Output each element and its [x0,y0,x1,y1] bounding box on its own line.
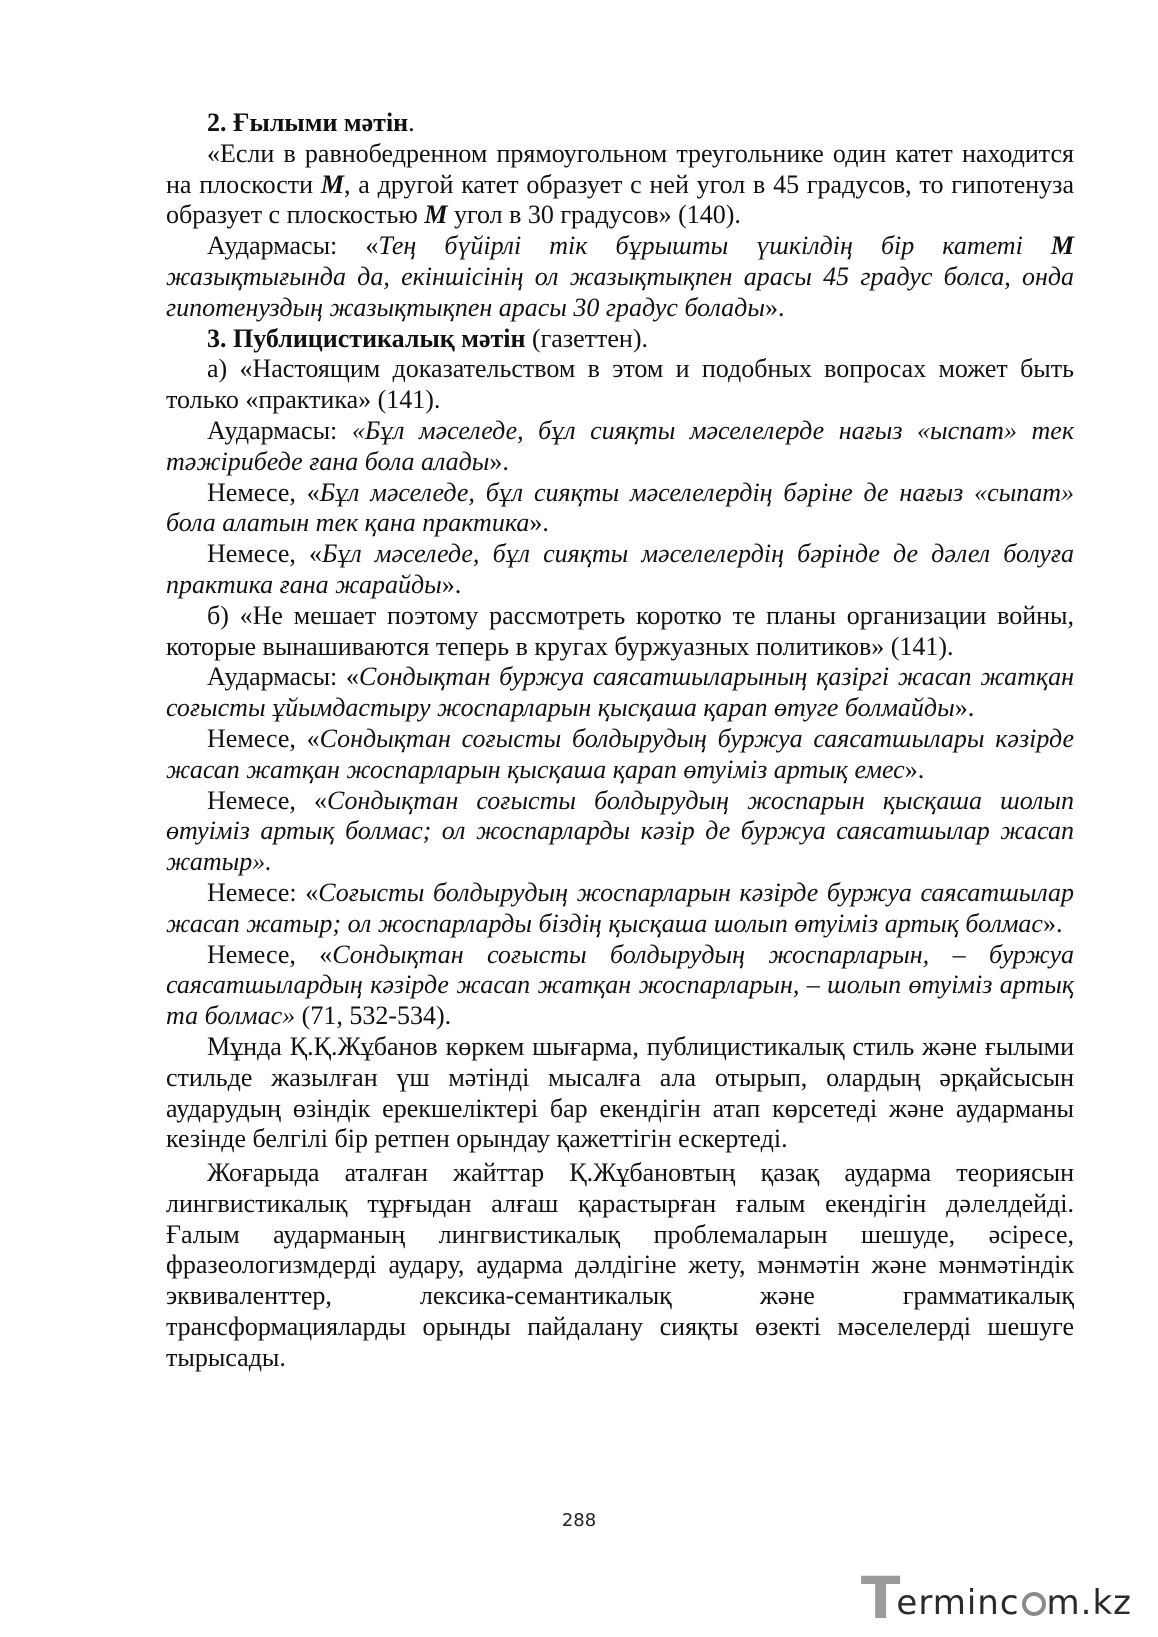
paragraph-variant: Немесе, «Бұл мәселеде, бұл сияқты мәселелердің бәрінде де дәлел болуға практика ғана жарайды». [166,539,1074,599]
paragraph-translation: Аудармасы: «Сондықтан буржуа саясатшыларының қазіргі жасап жатқан соғысты ұйымдастыру жоспарларын қысқаша қарап өтуге болмайды». [166,662,1074,723]
paragraph-translation: Аудармасы: «Тең бүйірлі тік бұрышты үшкілдің бір катеті M жазықтығында да, екіншісінің ол жазықтықпен арасы 45 градус болса, онда гипотенуздың жазықтықпен арасы 30 градус болады». [166,231,1074,322]
paragraph-commentary: Мұнда Қ.Қ.Жұбанов көркем шығарма, публицистикалық стиль және ғылыми стильде жазылған үш мәтінді мысалға ала отырып, олардың әрқайсысын аударудың өзіндік ерекшеліктері бар екендігін атап көрсетеді және аударманы кезінде белгілі бір ретпен орындау қажеттігін ескертеді. [166,1031,1074,1154]
heading-number: 2. [207,108,227,137]
logo-ring-icon [1022,1592,1046,1616]
section-heading-2: 2. Ғылыми мәтін. [207,108,415,137]
site-logo: T erminc m.kz [860,1564,1132,1632]
heading-title: 3. Публицистикалық мәтін [207,323,526,353]
section-heading-3: 3. Публицистикалық мәтін (газеттен). [207,323,648,353]
logo-t-glyph: T [860,1564,901,1632]
paragraph-variant: Немесе, «Бұл мәселеде, бұл сияқты мәселелердің бәріне де нағыз «сыпат» бола алатын тек қана практика». [166,477,1074,538]
body-text [166,108,1074,1374]
paragraph-conclusion: Жоғарыда аталған жайттар Қ.Жұбановтың қазақ аударма теориясын лингвистикалық тұрғыдан алғаш қарастырған ғалым екендігін дәлелдейді. Ғалым аударманың лингвистикалық проблемаларын шешуде, әсіресе, фразеологизмдерді аудару, аударма дәлдігіне жету, мәнмәтін және мәнмәтіндік эквиваленттер, лексика-семантикалық және грамматикалық трансформацияларды орынды пайдалану сияқты өзекті мәселелерді шешуге тырысады. [166,1158,1074,1372]
paragraph-variant: Немесе: «Соғысты болдырудың жоспарларын кәзірде буржуа саясатшылар жасап жатыр; ол жоспарларды біздің қысқаша шолып өтуіміз артық болмас». [166,877,1075,938]
paragraph-variant: Немесе, «Сондықтан соғысты болдырудың жоспарын қысқаша шолып өтуіміз артық болмас; ол жоспарларды кәзір де буржуа саясатшылар жасап жатыр». [166,785,1074,877]
heading-title: Ғылыми мәтін [233,108,409,137]
paragraph-russian-source: а) «Настоящим доказательством в этом и подобных вопросах может быть только «практика» (141). [166,354,1074,415]
paragraph-russian-source: б) «Не мешает поэтому рассмотреть коротко те планы организации войны, которые вынашиваются теперь в кругах буржуазных политиков» (141). [166,600,1074,661]
paragraph-variant: Немесе, «Сондықтан соғысты болдырудың буржуа саясатшылары кәзірде жасап жатқан жоспарларын қысқаша қарап өтуіміз артық емес». [166,723,1074,784]
page-number: 288 [561,1510,597,1531]
paragraph-variant: Немесе, «Сондықтан соғысты болдырудың жоспарларын, – буржуа саясатшылардың кәзірде жасап жатқан жоспарларын, – шолып өтуіміз артық та болмас» (71, 532-534). [166,939,1074,1031]
paragraph-translation: Аудармасы: «Бұл мәселеде, бұл сияқты мәселелерде нағыз «ыспат» тек тәжірибеде ғана бола алады». [166,415,1074,476]
paragraph-russian-source: «Если в равнобедренном прямоугольном треугольнике один катет находится на плоскости M, а другой катет образует с ней угол в 45 градусов, то гипотенуза образует с плоскостью M угол в 30 градусов» (140). [166,138,1074,230]
